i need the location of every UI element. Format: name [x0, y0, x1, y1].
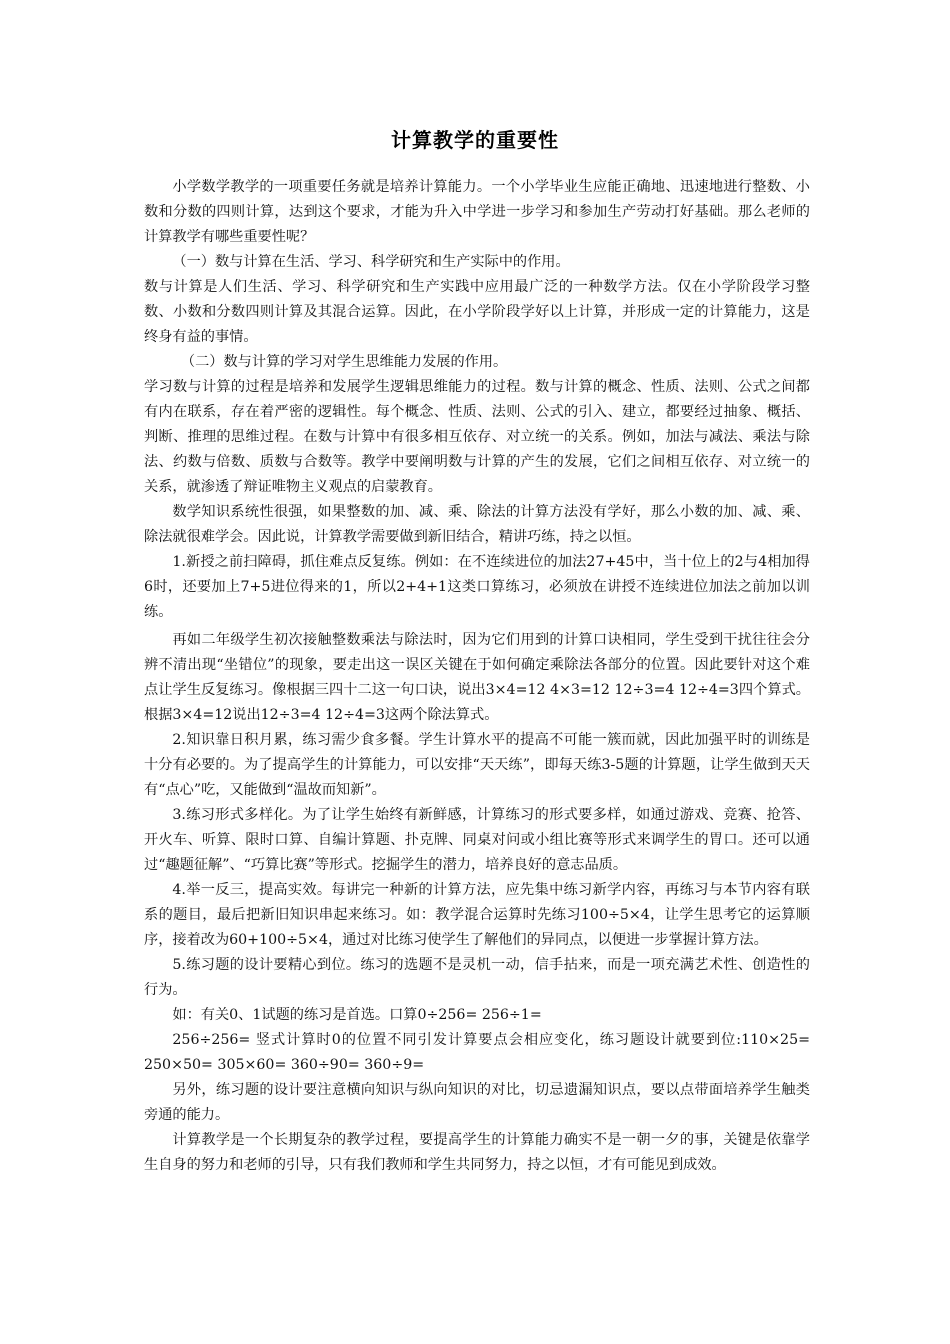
paragraph-point-3: 3.练习形式多样化。为了让学生始终有新鲜感，计算练习的形式要多样，如通过游戏、竞赛、抢答、开火车、听算、限时口算、自编计算题、扑克牌、同桌对问或小组比赛等形式来调学生的胃口。还可以通过“趣题征解”、“巧算比赛”等形式。挖掘学生的潜力，培养良好的意志品质。 — [144, 807, 810, 873]
paragraph-intro: 小学数学教学的一项重要任务就是培养计算能力。一个小学毕业生应能正确地、迅速地进行整数、小数和分数的四则计算，达到这个要求，才能为升入中学进一步学习和参加生产劳动打好基础。那么老师的计算教学有哪些重要性呢？ — [144, 179, 810, 245]
document-body — [144, 175, 810, 1178]
paragraph-point-5: 5.练习题的设计要精心到位。练习的选题不是灵机一动，信手拈来，而是一项充满艺术性、创造性的行为。 — [144, 957, 810, 998]
paragraph-example: 再如二年级学生初次接触整数乘法与除法时，因为它们用到的计算口诀相同，学生受到干扰往往会分辨不清出现“坐错位”的现象，要走出这一误区关键在于如何确定乘除法各部分的位置。因此要针对这个难点让学生反复练习。像根据三四十二这一句口诀，说出3×4=12 4×3=12 12÷3=4 12÷4=3四个算式。根据3×4=12说出12÷3=4 12÷4=3这两个除法算式。 — [144, 632, 810, 723]
document-title: 计算教学的重要性 — [391, 128, 559, 152]
paragraph-system: 数学知识系统性很强，如果整数的加、减、乘、除法的计算方法没有学好，那么小数的加、减、乘、除法就很难学会。因此说，计算教学需要做到新旧结合，精讲巧练，持之以恒。 — [144, 504, 810, 545]
paragraph-point-4: 4.举一反三，提高实效。每讲完一种新的计算方法，应先集中练习新学内容，再练习与本节内容有联系的题目，最后把新旧知识串起来练习。如：教学混合运算时先练习100÷5×4，让学生思考它的运算顺序，接着改为60+100÷5×4，通过对比练习使学生了解他们的异同点，以便进一步掌握计算方法。 — [144, 882, 810, 948]
paragraph-point-1: 1.新授之前扫障碍，抓住难点反复练。例如：在不连续进位的加法27+45中，当十位上的2与4相加得6时，还要加上7+5进位得来的1，所以2+4+1这类口算练习，必须放在讲授不连续进位加法之前加以训练。 — [144, 554, 810, 620]
section-heading-2: （二）数与计算的学习对学生思维能力发展的作用。 — [180, 354, 508, 370]
section-heading-1: （一）数与计算在生活、学习、科学研究和生产实际中的作用。 — [172, 254, 570, 270]
paragraph-section-1: 数与计算是人们生活、学习、科学研究和生产实践中应用最广泛的一种数学方法。仅在小学阶段学习整数、小数和分数四则计算及其混合运算。因此，在小学阶段学好以上计算，并形成一定的计算能力，这是终身有益的事情。 — [144, 279, 810, 345]
paragraph-point-2: 2.知识靠日积月累，练习需少食多餐。学生计算水平的提高不可能一簇而就，因此加强平时的训练是十分有必要的。为了提高学生的计算能力，可以安排“天天练”，即每天练3-5题的计算题，让学生做到天天有“点心”吃，又能做到“温故而知新”。 — [144, 732, 810, 798]
paragraph-conclusion: 计算教学是一个长期复杂的教学过程，要提高学生的计算能力确实不是一朝一夕的事，关键是依靠学生自身的努力和老师的引导，只有我们教师和学生共同努力，持之以恒，才有可能见到成效。 — [144, 1132, 810, 1173]
paragraph-section-2: 学习数与计算的过程是培养和发展学生逻辑思维能力的过程。数与计算的概念、性质、法则、公式之间都有内在联系，存在着严密的逻辑性。每个概念、性质、法则、公式的引入、建立，都要经过抽象、概括、判断、推理的思维过程。在数与计算中有很多相互依存、对立统一的关系。例如，加法与减法、乘法与除法、约数与倍数、质数与合数等。教学中要阐明数与计算的产生的发展，它们之间相互依存、对立统一的关系，就渗透了辩证唯物主义观点的启蒙教育。 — [144, 379, 810, 495]
paragraph-example-vertical: 256÷256= 竖式计算时0的位置不同引发计算要点会相应变化，练习题设计就要到位:110×25= 250×50= 305×60= 360÷90= 360÷9= — [144, 1032, 810, 1073]
paragraph-design: 另外，练习题的设计要注意横向知识与纵向知识的对比，切忌遗漏知识点，要以点带面培养学生触类旁通的能力。 — [144, 1082, 810, 1123]
paragraph-example-zero-one: 如：有关0、1试题的练习是首选。口算0÷256= 256÷1= — [172, 1007, 542, 1023]
